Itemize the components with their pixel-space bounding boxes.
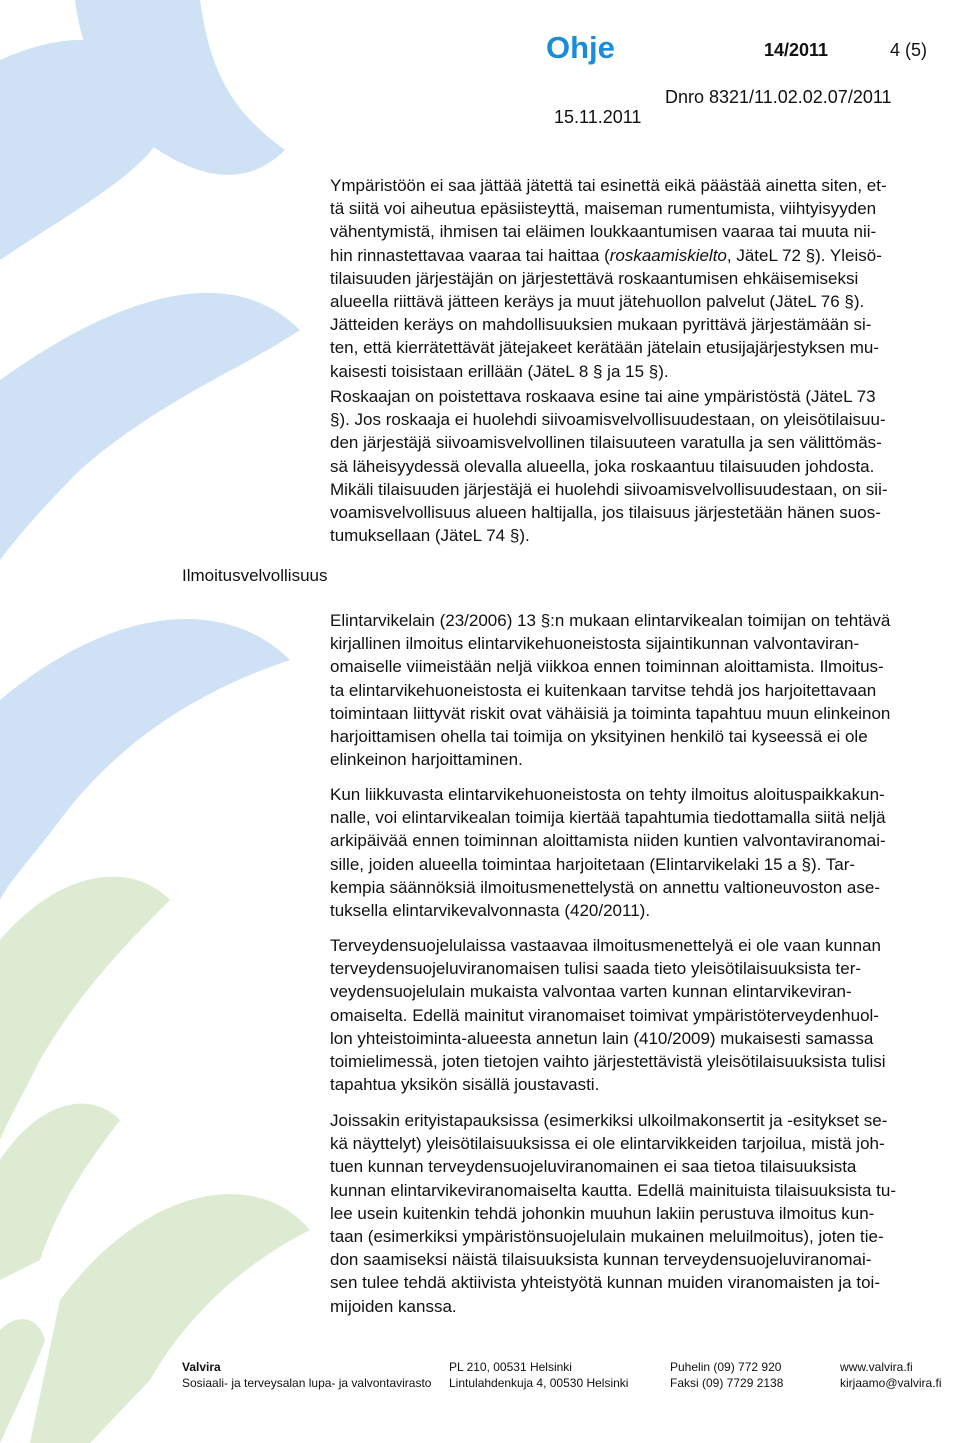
footer-address bbox=[449, 1359, 628, 1391]
text-line: Terveydensuojelulaissa vastaavaa ilmoitusmenettelyä ei ole vaan kunnan bbox=[330, 936, 881, 955]
text-line: elinkeinon harjoittaminen. bbox=[330, 750, 523, 770]
paragraph-littering bbox=[330, 174, 952, 383]
text-line: toimielimessä, joten tietojen vaihto järjestettävistä yleisötilaisuuksista tulisi bbox=[330, 1052, 886, 1072]
text-line: Kun liikkuvasta elintarvikehuoneistosta on tehty ilmoitus aloituspaikkakun- bbox=[330, 785, 885, 804]
text-line: mijoiden kanssa. bbox=[330, 1296, 457, 1316]
text-line: sä läheisyydessä olevalla alueella, joka roskaantuu tilaisuuden johdosta. bbox=[330, 456, 875, 476]
text-line: Joissakin erityistapauksissa (esimerkiksi ulkoilmakonsertit ja -esitykset se- bbox=[330, 1111, 888, 1130]
footer-fax: Faksi (09) 7729 2138 bbox=[670, 1376, 784, 1390]
paragraph-food-law-notification bbox=[330, 609, 952, 771]
footer-online bbox=[840, 1359, 942, 1391]
footer-phone: Puhelin (09) 772 920 bbox=[670, 1360, 782, 1374]
footer-org-name: Valvira bbox=[182, 1360, 221, 1374]
text-line: tä siitä voi aiheutua epäsiisteyttä, maiseman rumentumista, viihtyisyyden bbox=[330, 199, 877, 219]
footer-org bbox=[182, 1359, 431, 1391]
text-line: vähentymistä, ihmisen tai eläimen loukkaantumisen vaaraa tai muuta nii- bbox=[330, 222, 877, 242]
text-line: hin rinnastettavaa vaaraa tai haittaa (roskaamiskielto, JäteL 72 §). Yleisö- bbox=[330, 245, 882, 265]
paragraph-mobile-food-premises bbox=[330, 783, 952, 922]
text-line: kä näyttelyt) yleisötilaisuuksissa ei ole elintarvikkeiden tarjoilua, mistä joh- bbox=[330, 1134, 885, 1154]
italic-term: roskaamiskielto bbox=[609, 245, 727, 265]
record-number: Dnro 8321/11.02.02.07/2011 bbox=[665, 87, 892, 107]
text-line: Roskaajan on poistettava roskaava esine tai aine ympäristöstä (JäteL 73 bbox=[330, 387, 876, 406]
text-line: kaisesti toisistaan erillään (JäteL 8 § ja 15 §). bbox=[330, 361, 669, 381]
text-line: tuen kunnan terveydensuojeluviranomainen ei saa tietoa tilaisuuksista bbox=[330, 1157, 857, 1177]
footer-org-full-name: Sosiaali- ja terveysalan lupa- ja valvontavirasto bbox=[182, 1376, 432, 1390]
page-number: 4 (5) bbox=[890, 40, 928, 60]
text-line: toimintaan liittyvät riskit ovat vähäisiä ja toiminta tapahtuu muun elinkeinon bbox=[330, 703, 891, 723]
text-line: tapahtua yksikön sisällä joustavasti. bbox=[330, 1075, 600, 1095]
text-line: lee usein kuitenkin tehdä johonkin muuhun lakiin perustuva ilmoitus kun- bbox=[330, 1203, 875, 1223]
text-line: voamisvelvollisuus alueen haltijalla, jos tilaisuus järjestetään hänen suos- bbox=[330, 503, 881, 523]
text-line: tumuksellaan (JäteL 74 §). bbox=[330, 526, 530, 546]
text-line: Elintarvikelain (23/2006) 13 §:n mukaan elintarvikealan toimijan on tehtävä bbox=[330, 611, 891, 630]
text-line: kunnan elintarvikeviranomaiselta kautta. Edellä mainituista tilaisuuksista tu- bbox=[330, 1180, 897, 1200]
section-heading: Ilmoitusvelvollisuus bbox=[182, 566, 328, 585]
footer-email-link[interactable]: kirjaamo@valvira.fi bbox=[840, 1376, 942, 1390]
document-date: 15.11.2011 bbox=[554, 107, 642, 127]
footer-website-link[interactable]: www.valvira.fi bbox=[840, 1360, 913, 1374]
text-line: den järjestäjä siivoamisvelvollinen tilaisuuteen varatulla ja sen välittömäs- bbox=[330, 433, 882, 453]
text-line: lon yhteistoiminta-alueesta annetun lain (410/2009) mukaisesti samassa bbox=[330, 1028, 874, 1048]
text-line: harjoittamisen ohella tai toimija on yksityinen henkilö tai kyseessä ei ole bbox=[330, 727, 868, 747]
text-line: §). Jos roskaaja ei huolehdi siivoamisvelvollisuudestaan, on yleisötilaisuu- bbox=[330, 410, 886, 430]
text-line: Ympäristöön ei saa jättää jätettä tai esinettä eikä päästää ainetta siten, et- bbox=[330, 176, 887, 195]
background-ribbons bbox=[0, 0, 330, 1443]
text-line: tilaisuuden järjestäjän on järjestettävä roskaantumisen ehkäisemiseksi bbox=[330, 268, 859, 288]
text-line: alueella riittävä jätteen keräys ja muut jätehuollon palvelut (JäteL 76 §). bbox=[330, 292, 865, 312]
text-line: nalle, voi elintarvikealan toimija kiertää tapahtumia tiedottamalla siitä neljä bbox=[330, 808, 886, 828]
document-type-title: Ohje bbox=[546, 30, 615, 65]
paragraph-special-cases bbox=[330, 1109, 952, 1318]
text-line: Jätteiden keräys on mahdollisuuksien mukaan pyrittävä järjestämään si- bbox=[330, 315, 872, 335]
text-line: ta elintarvikehuoneistosta ei kuitenkaan tarvitse tehdä jos harjoitettavaan bbox=[330, 680, 877, 700]
text-line: arkipäivää ennen toiminnan aloittamista niiden kuntien valvontaviranomai- bbox=[330, 831, 886, 851]
text-line: omaiselle viimeistään neljä viikkoa ennen toiminnan aloittamista. Ilmoitus- bbox=[330, 657, 884, 677]
paragraph-cleaning-duty bbox=[330, 385, 952, 547]
document-number: 14/2011 bbox=[764, 40, 829, 60]
footer-street-address: Lintulahdenkuja 4, 00530 Helsinki bbox=[449, 1376, 629, 1390]
text-line: terveydensuojeluviranomaisen tulisi saada tieto yleisötilaisuuksista ter- bbox=[330, 959, 862, 979]
text-line: tuksella elintarvikevalvonnasta (420/2011). bbox=[330, 901, 651, 921]
text-line: sille, joiden alueella toimintaa harjoitetaan (Elintarvikelaki 15 a §). Tar- bbox=[330, 854, 856, 874]
text-line: Mikäli tilaisuuden järjestäjä ei huolehdi siivoamisvelvollisuudestaan, on sii- bbox=[330, 479, 888, 499]
text-line: kempia säännöksiä ilmoitusmenettelystä on annettu valtioneuvoston ase- bbox=[330, 877, 880, 897]
text-line: sen tulee tehdä aktiivista yhteistyötä kunnan muiden viranomaisten ja toi- bbox=[330, 1273, 880, 1293]
paragraph-health-protection bbox=[330, 934, 952, 1096]
text-line: don saamiseksi näistä tilaisuuksista kunnan terveydensuojeluviranomai- bbox=[330, 1250, 872, 1270]
text-line: kirjallinen ilmoitus elintarvikehuoneistosta sijaintikunnan valvontaviran- bbox=[330, 634, 860, 654]
text-line: ten, että kierrätettävät jätejakeet kerätään jätelain etusijajärjestyksen mu- bbox=[330, 338, 880, 358]
text-line: omaiselta. Edellä mainitut viranomaiset toimivat ympäristöterveydenhuol- bbox=[330, 1005, 879, 1025]
footer-contact bbox=[670, 1359, 783, 1391]
footer-po-box: PL 210, 00531 Helsinki bbox=[449, 1360, 572, 1374]
text-line: veydensuojelulain mukaista valvontaa varten kunnan elintarvikeviran- bbox=[330, 982, 852, 1002]
text-line: taan (esimerkiksi ympäristönsuojelulain mukainen meluilmoitus), joten tie- bbox=[330, 1227, 884, 1247]
